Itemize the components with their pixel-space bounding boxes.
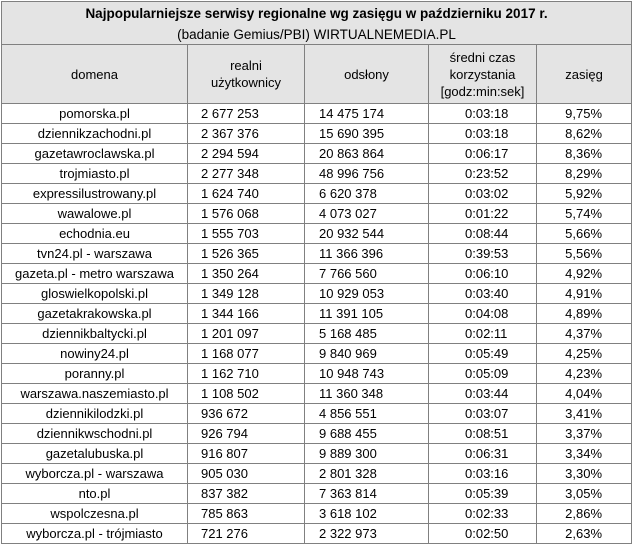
cell-time: 0:39:53 xyxy=(429,244,537,264)
cell-domena: nowiny24.pl xyxy=(2,344,188,364)
cell-views: 11 360 348 xyxy=(305,384,429,404)
cell-users: 1 162 710 xyxy=(188,364,305,384)
table-row xyxy=(2,484,632,504)
cell-domena: gazetakrakowska.pl xyxy=(2,304,188,324)
cell-reach: 2,86% xyxy=(537,504,632,524)
cell-domena: warszawa.naszemiasto.pl xyxy=(2,384,188,404)
table-row xyxy=(2,324,632,344)
cell-domena: dziennikilodzki.pl xyxy=(2,404,188,424)
cell-reach: 4,23% xyxy=(537,364,632,384)
table-subtitle: (badanie Gemius/PBI) WIRTUALNEMEDIA.PL xyxy=(2,24,632,45)
header-domena-label: domena xyxy=(71,66,118,82)
cell-reach: 5,92% xyxy=(537,184,632,204)
cell-time: 0:08:44 xyxy=(429,224,537,244)
cell-users: 721 276 xyxy=(188,524,305,544)
cell-domena: wspolczesna.pl xyxy=(2,504,188,524)
cell-reach: 3,41% xyxy=(537,404,632,424)
cell-reach: 8,29% xyxy=(537,164,632,184)
cell-reach: 4,89% xyxy=(537,304,632,324)
table-row xyxy=(2,264,632,284)
cell-time: 0:23:52 xyxy=(429,164,537,184)
table-row xyxy=(2,144,632,164)
cell-domena: gazetalubuska.pl xyxy=(2,444,188,464)
cell-reach: 3,30% xyxy=(537,464,632,484)
cell-domena: dziennikwschodni.pl xyxy=(2,424,188,444)
table-container xyxy=(1,1,631,544)
cell-time: 0:03:07 xyxy=(429,404,537,424)
cell-views: 11 366 396 xyxy=(305,244,429,264)
cell-users: 785 863 xyxy=(188,504,305,524)
table-row xyxy=(2,304,632,324)
cell-users: 1 576 068 xyxy=(188,204,305,224)
cell-users: 837 382 xyxy=(188,484,305,504)
cell-users: 2 367 376 xyxy=(188,124,305,144)
header-row xyxy=(2,45,632,104)
table-row xyxy=(2,524,632,544)
cell-views: 20 863 864 xyxy=(305,144,429,164)
cell-reach: 8,62% xyxy=(537,124,632,144)
cell-reach: 5,74% xyxy=(537,204,632,224)
cell-domena: echodnia.eu xyxy=(2,224,188,244)
cell-time: 0:03:18 xyxy=(429,104,537,124)
cell-users: 1 344 166 xyxy=(188,304,305,324)
cell-views: 15 690 395 xyxy=(305,124,429,144)
cell-domena: gazeta.pl - metro warszawa xyxy=(2,264,188,284)
cell-users: 2 277 348 xyxy=(188,164,305,184)
table-row xyxy=(2,464,632,484)
cell-views: 4 856 551 xyxy=(305,404,429,424)
table-row xyxy=(2,444,632,464)
table-row xyxy=(2,284,632,304)
cell-views: 4 073 027 xyxy=(305,204,429,224)
table-row xyxy=(2,184,632,204)
cell-users: 1 349 128 xyxy=(188,284,305,304)
table-row xyxy=(2,224,632,244)
cell-users: 1 555 703 xyxy=(188,224,305,244)
ranking-table xyxy=(1,1,632,544)
table-row xyxy=(2,344,632,364)
header-time-line3: [godz:min:sek] xyxy=(440,83,525,99)
header-domena xyxy=(2,45,188,104)
cell-views: 20 932 544 xyxy=(305,224,429,244)
cell-views: 2 801 328 xyxy=(305,464,429,484)
table-title: Najpopularniejsze serwisy regionalne wg zasięgu w październiku 2017 r. xyxy=(2,2,632,25)
cell-views: 3 618 102 xyxy=(305,504,429,524)
header-users-line1: realni xyxy=(230,58,262,73)
cell-domena: dziennikzachodni.pl xyxy=(2,124,188,144)
cell-reach: 4,04% xyxy=(537,384,632,404)
cell-views: 7 766 560 xyxy=(305,264,429,284)
table-row xyxy=(2,104,632,124)
cell-views: 10 929 053 xyxy=(305,284,429,304)
cell-domena: gazetawroclawska.pl xyxy=(2,144,188,164)
table-row xyxy=(2,164,632,184)
header-users xyxy=(188,45,305,104)
cell-time: 0:01:22 xyxy=(429,204,537,224)
cell-users: 926 794 xyxy=(188,424,305,444)
header-views xyxy=(305,45,429,104)
cell-users: 2 677 253 xyxy=(188,104,305,124)
cell-users: 2 294 594 xyxy=(188,144,305,164)
cell-time: 0:05:49 xyxy=(429,344,537,364)
cell-domena: wawalowe.pl xyxy=(2,204,188,224)
table-row xyxy=(2,504,632,524)
cell-users: 936 672 xyxy=(188,404,305,424)
cell-views: 10 948 743 xyxy=(305,364,429,384)
cell-time: 0:06:31 xyxy=(429,444,537,464)
cell-views: 11 391 105 xyxy=(305,304,429,324)
cell-time: 0:03:40 xyxy=(429,284,537,304)
table-row xyxy=(2,404,632,424)
cell-users: 1 624 740 xyxy=(188,184,305,204)
header-reach xyxy=(537,45,632,104)
cell-reach: 9,75% xyxy=(537,104,632,124)
table-row xyxy=(2,424,632,444)
cell-reach: 4,92% xyxy=(537,264,632,284)
cell-time: 0:03:16 xyxy=(429,464,537,484)
table-row xyxy=(2,364,632,384)
cell-domena: dziennikbaltycki.pl xyxy=(2,324,188,344)
cell-views: 5 168 485 xyxy=(305,324,429,344)
cell-domena: wyborcza.pl - warszawa xyxy=(2,464,188,484)
cell-domena: expressilustrowany.pl xyxy=(2,184,188,204)
cell-users: 1 168 077 xyxy=(188,344,305,364)
cell-reach: 4,91% xyxy=(537,284,632,304)
cell-views: 9 889 300 xyxy=(305,444,429,464)
cell-time: 0:04:08 xyxy=(429,304,537,324)
cell-users: 1 201 097 xyxy=(188,324,305,344)
cell-views: 6 620 378 xyxy=(305,184,429,204)
header-reach-label: zasięg xyxy=(565,66,603,82)
cell-reach: 5,66% xyxy=(537,224,632,244)
cell-reach: 3,34% xyxy=(537,444,632,464)
table-row xyxy=(2,204,632,224)
cell-views: 48 996 756 xyxy=(305,164,429,184)
header-time-line2: korzystania xyxy=(449,66,516,82)
table-row xyxy=(2,124,632,144)
cell-reach: 3,05% xyxy=(537,484,632,504)
header-users-line2: użytkownicy xyxy=(210,75,282,90)
cell-time: 0:03:44 xyxy=(429,384,537,404)
cell-domena: nto.pl xyxy=(2,484,188,504)
cell-views: 7 363 814 xyxy=(305,484,429,504)
cell-domena: gloswielkopolski.pl xyxy=(2,284,188,304)
cell-users: 916 807 xyxy=(188,444,305,464)
cell-reach: 2,63% xyxy=(537,524,632,544)
cell-domena: poranny.pl xyxy=(2,364,188,384)
cell-users: 1 350 264 xyxy=(188,264,305,284)
cell-domena: tvn24.pl - warszawa xyxy=(2,244,188,264)
header-views-label: odsłony xyxy=(344,66,389,82)
cell-users: 905 030 xyxy=(188,464,305,484)
table-row xyxy=(2,384,632,404)
cell-reach: 3,37% xyxy=(537,424,632,444)
cell-time: 0:06:17 xyxy=(429,144,537,164)
table-row xyxy=(2,244,632,264)
cell-users: 1 526 365 xyxy=(188,244,305,264)
cell-time: 0:05:09 xyxy=(429,364,537,384)
cell-time: 0:05:39 xyxy=(429,484,537,504)
cell-domena: wyborcza.pl - trójmiasto xyxy=(2,524,188,544)
cell-time: 0:02:33 xyxy=(429,504,537,524)
cell-domena: pomorska.pl xyxy=(2,104,188,124)
cell-views: 2 322 973 xyxy=(305,524,429,544)
cell-time: 0:02:11 xyxy=(429,324,537,344)
cell-reach: 8,36% xyxy=(537,144,632,164)
header-time xyxy=(429,45,537,104)
cell-time: 0:06:10 xyxy=(429,264,537,284)
cell-views: 9 688 455 xyxy=(305,424,429,444)
cell-time: 0:03:02 xyxy=(429,184,537,204)
cell-reach: 5,56% xyxy=(537,244,632,264)
cell-users: 1 108 502 xyxy=(188,384,305,404)
cell-time: 0:08:51 xyxy=(429,424,537,444)
cell-views: 9 840 969 xyxy=(305,344,429,364)
cell-reach: 4,37% xyxy=(537,324,632,344)
header-time-line1: średni czas xyxy=(449,49,516,65)
cell-time: 0:03:18 xyxy=(429,124,537,144)
cell-domena: trojmiasto.pl xyxy=(2,164,188,184)
cell-reach: 4,25% xyxy=(537,344,632,364)
cell-time: 0:02:50 xyxy=(429,524,537,544)
cell-views: 14 475 174 xyxy=(305,104,429,124)
